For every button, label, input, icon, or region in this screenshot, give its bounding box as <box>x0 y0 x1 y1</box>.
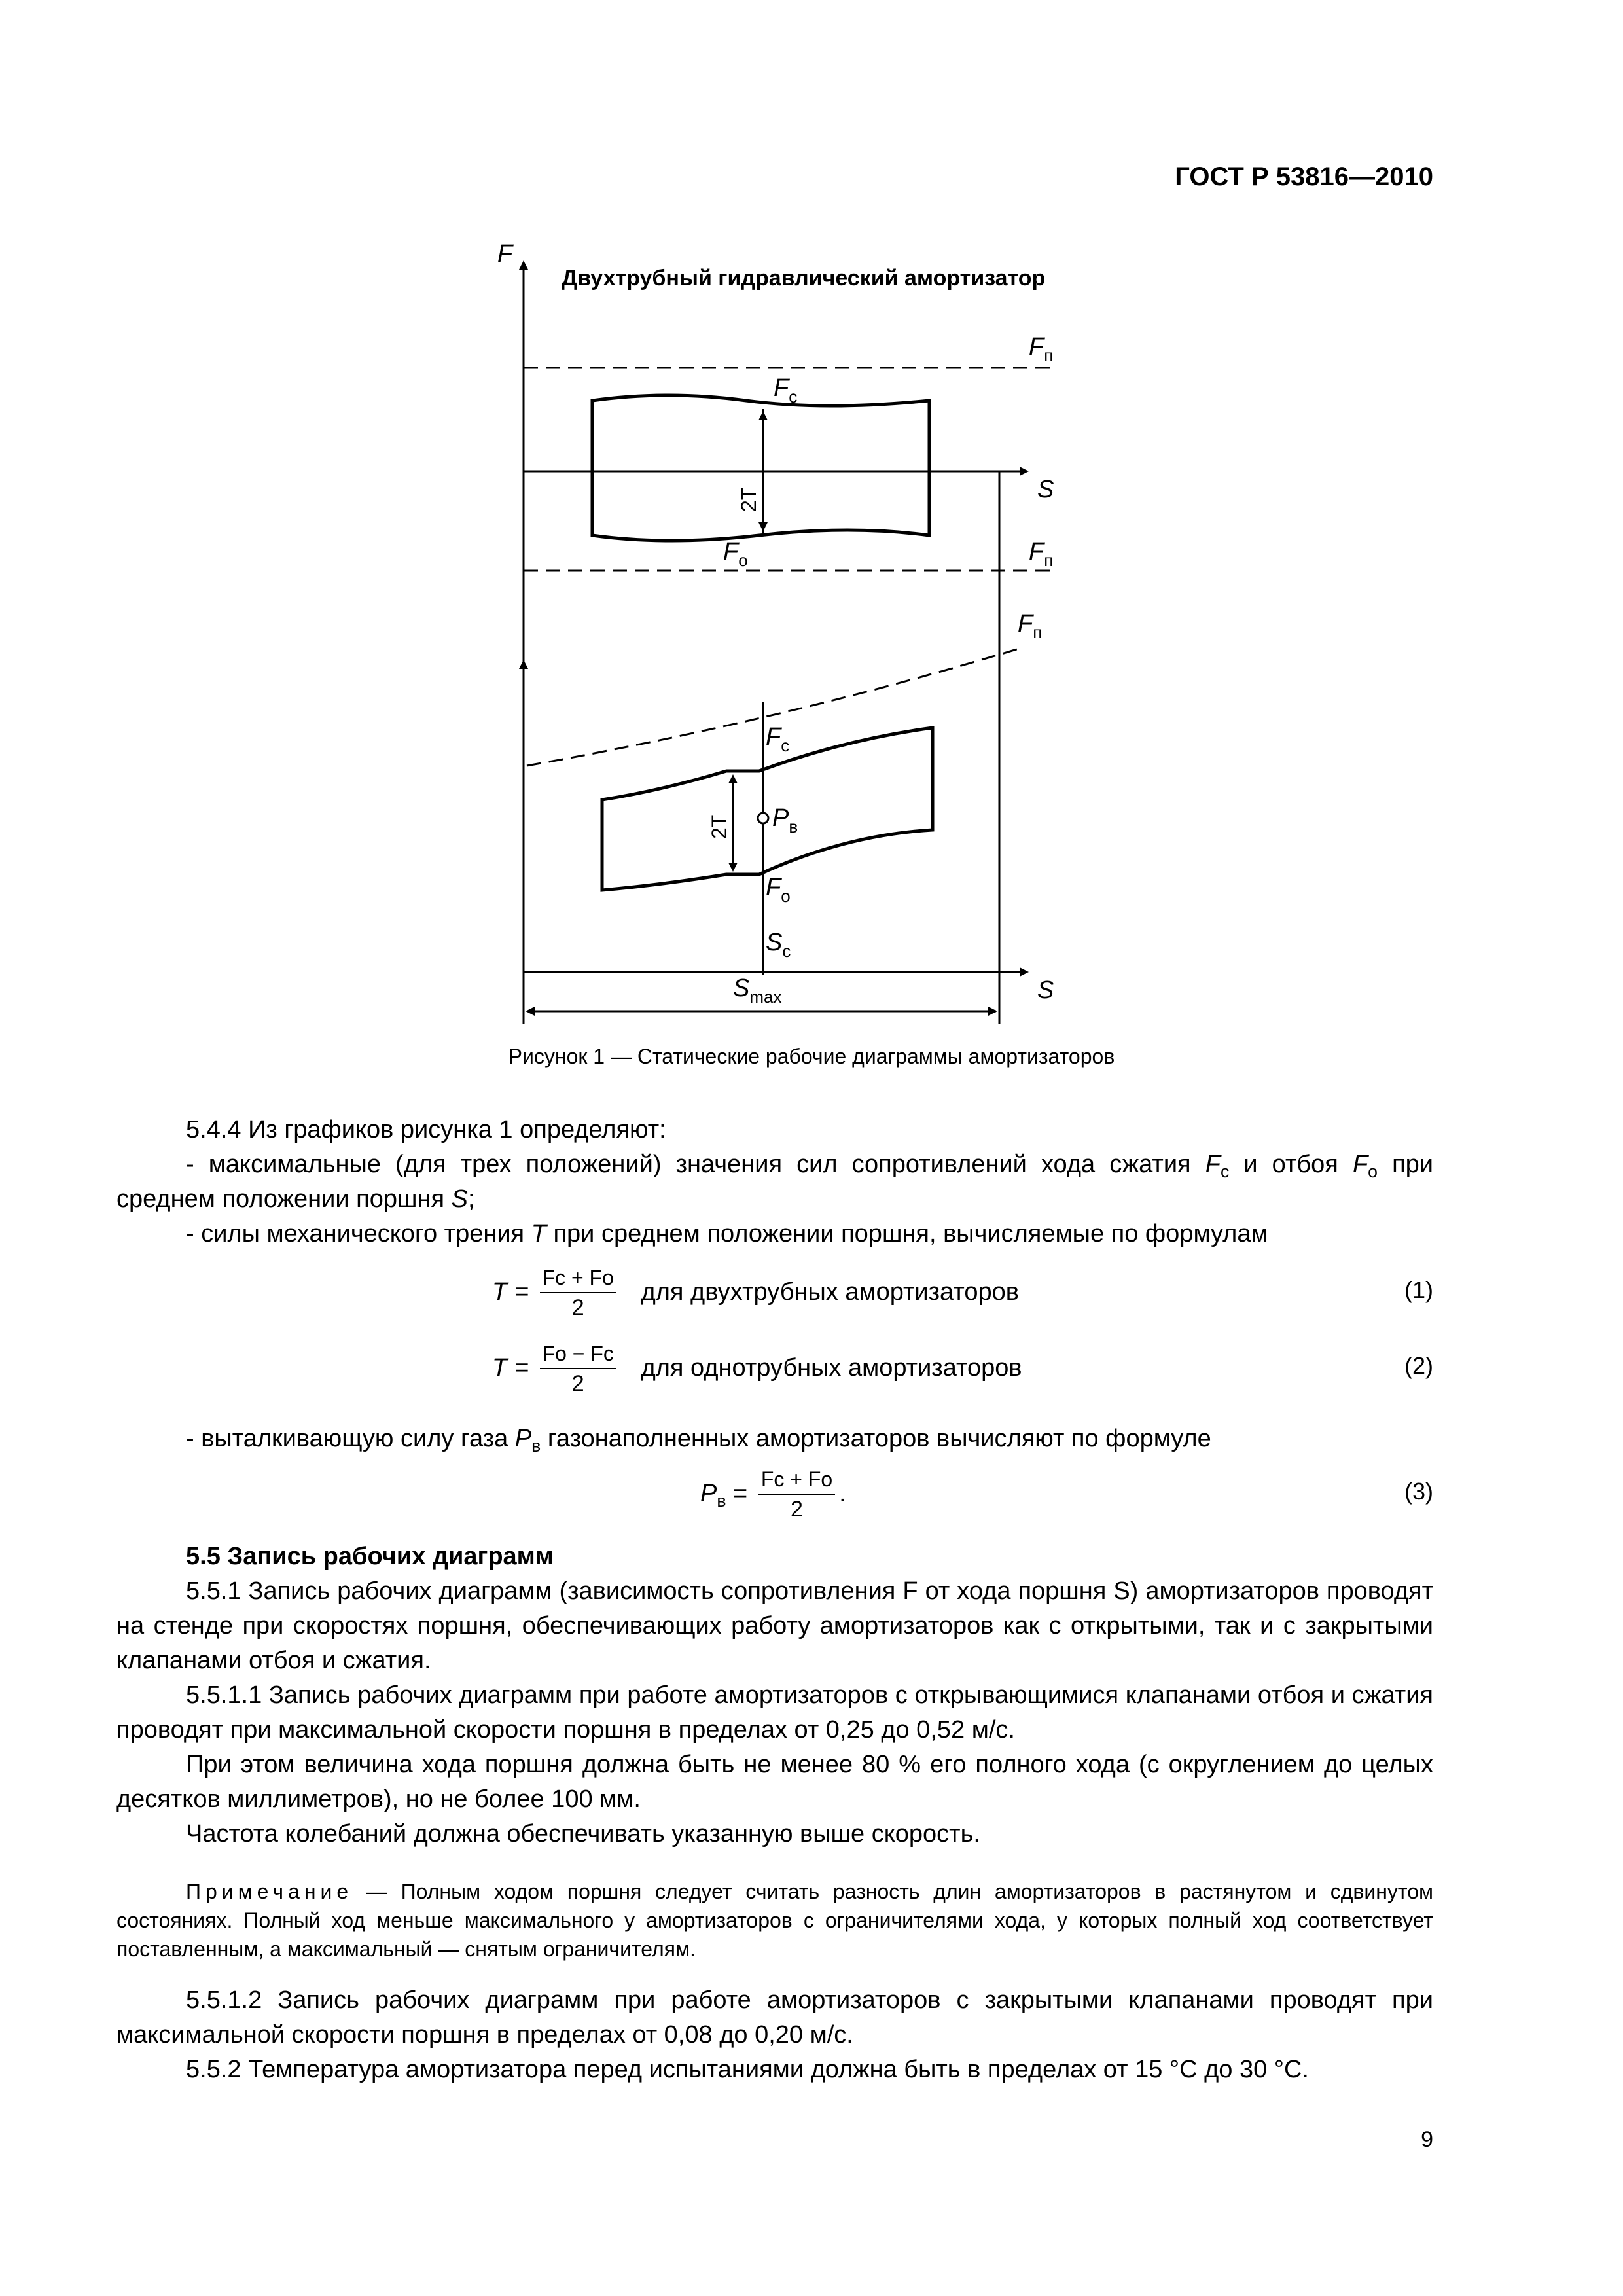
sc-label: $S_c$ <box>766 929 791 961</box>
paragraph-5-5-1: 5.5.1 Запись рабочих диаграмм (зависимость сопротивления F от хода поршня S) амортизаторов проводят на стенде при скоростях поршня, обеспечивающих работу амортизаторов как с открытыми, так и с закрытыми клапанами отбоя и сжатия. <box>116 1577 1433 1674</box>
section-5-5-heading: 5.5 Запись рабочих диаграмм <box>186 1543 554 1570</box>
bullet-gas-force: - выталкивающую силу газа $P_в$ газонаполненных амортизаторов вычисляют по формуле <box>186 1425 1211 1456</box>
lower-fc-label: $F_с$ <box>766 723 790 755</box>
lower-fo-label: $F_о$ <box>766 874 791 906</box>
paragraph-stroke: При этом величина хода поршня должна быть не менее 80 % его полного хода (с округлением до целых десятков миллиметров), но не более 100 мм. <box>116 1751 1433 1813</box>
upper-diagram-loop <box>592 395 929 541</box>
lower-diagram-loop <box>602 728 933 890</box>
lower-fn-label: $F_п$ <box>1018 610 1043 642</box>
upper-fn-bottom-label: $F_п$ <box>1029 538 1054 570</box>
figure-title: Двухтрубный гидравлический амортизатор <box>562 266 1046 291</box>
paragraph-5-5-1-2: 5.5.1.2 Запись рабочих диаграмм при работе амортизаторов с закрытыми клапанами проводят при максимальной скорости поршня в пределах от 0,08 до 0,20 м/с. <box>116 1986 1433 2049</box>
formula-3: $P_в$ = $\frac{Fс + Fо}{2}$ . <box>700 1467 846 1522</box>
lower-s-axis-label: S <box>1037 977 1054 1004</box>
upper-fc-label: $F_с$ <box>774 374 798 406</box>
formula-3-number: (3) <box>1404 1478 1433 1505</box>
figure-caption: Рисунок 1 — Статические рабочие диаграммы амортизаторов <box>508 1045 1115 1068</box>
lower-2t-label: 2T <box>707 814 731 839</box>
page-number: 9 <box>1421 2127 1433 2152</box>
pv-point <box>758 813 768 823</box>
formula-1-number: (1) <box>1404 1276 1433 1303</box>
formula-2: T = $\frac{Fо - Fс}{2}$ для однотрубных амортизаторов <box>492 1342 1022 1396</box>
figure-static-diagrams <box>0 0 1623 1113</box>
upper-fn-top-label: $F_п$ <box>1029 333 1054 365</box>
bullet-max-forces-cont: среднем положении поршня S; <box>116 1185 475 1213</box>
formula-2-number: (2) <box>1404 1352 1433 1379</box>
upper-s-axis-label: S <box>1037 476 1054 503</box>
paragraph-5-5-1-1: 5.5.1.1 Запись рабочих диаграмм при работе амортизаторов с открывающимися клапанами отбоя и сжатия проводят при максимальной скорости поршня в пределах от 0,25 до 0,52 м/с. <box>116 1681 1433 1744</box>
paragraph-5-4-4: 5.4.4 Из графиков рисунка 1 определяют: <box>186 1116 666 1143</box>
upper-f-axis-label: F <box>497 240 513 268</box>
paragraph-5-5-2: 5.5.2 Температура амортизатора перед испытаниями должна быть в пределах от 15 °С до 30 °С. <box>186 2056 1309 2083</box>
paragraph-frequency: Частота колебаний должна обеспечивать указанную выше скорость. <box>186 1820 980 1848</box>
bullet-friction: - силы механического трения T при среднем положении поршня, вычисляемые по формулам <box>186 1220 1268 1247</box>
note: Примечание — Полным ходом поршня следует считать разность длин амортизаторов в растянутом и сдвинутом состояниях. Полный ход меньше максимального у амортизаторов с ограничителями хода, у которых полный ход соответствует поставленным, а максимальный — снятым ограничителям. <box>116 1880 1433 1961</box>
upper-fo-label: $F_о$ <box>723 538 748 570</box>
upper-2t-label: 2T <box>737 487 760 512</box>
formula-1: T = $\frac{Fс + Fо}{2}$ для двухтрубных амортизаторов <box>492 1266 1019 1320</box>
bullet-max-forces: - максимальные (для трех положений) значения сил сопротивлений хода сжатия $F_с$ и отбоя $F_о$ при <box>186 1151 1434 1181</box>
document-header: ГОСТ Р 53816—2010 <box>1175 162 1433 191</box>
pv-label: $P_в$ <box>772 804 798 836</box>
smax-label: $S_{max}$ <box>733 975 782 1007</box>
